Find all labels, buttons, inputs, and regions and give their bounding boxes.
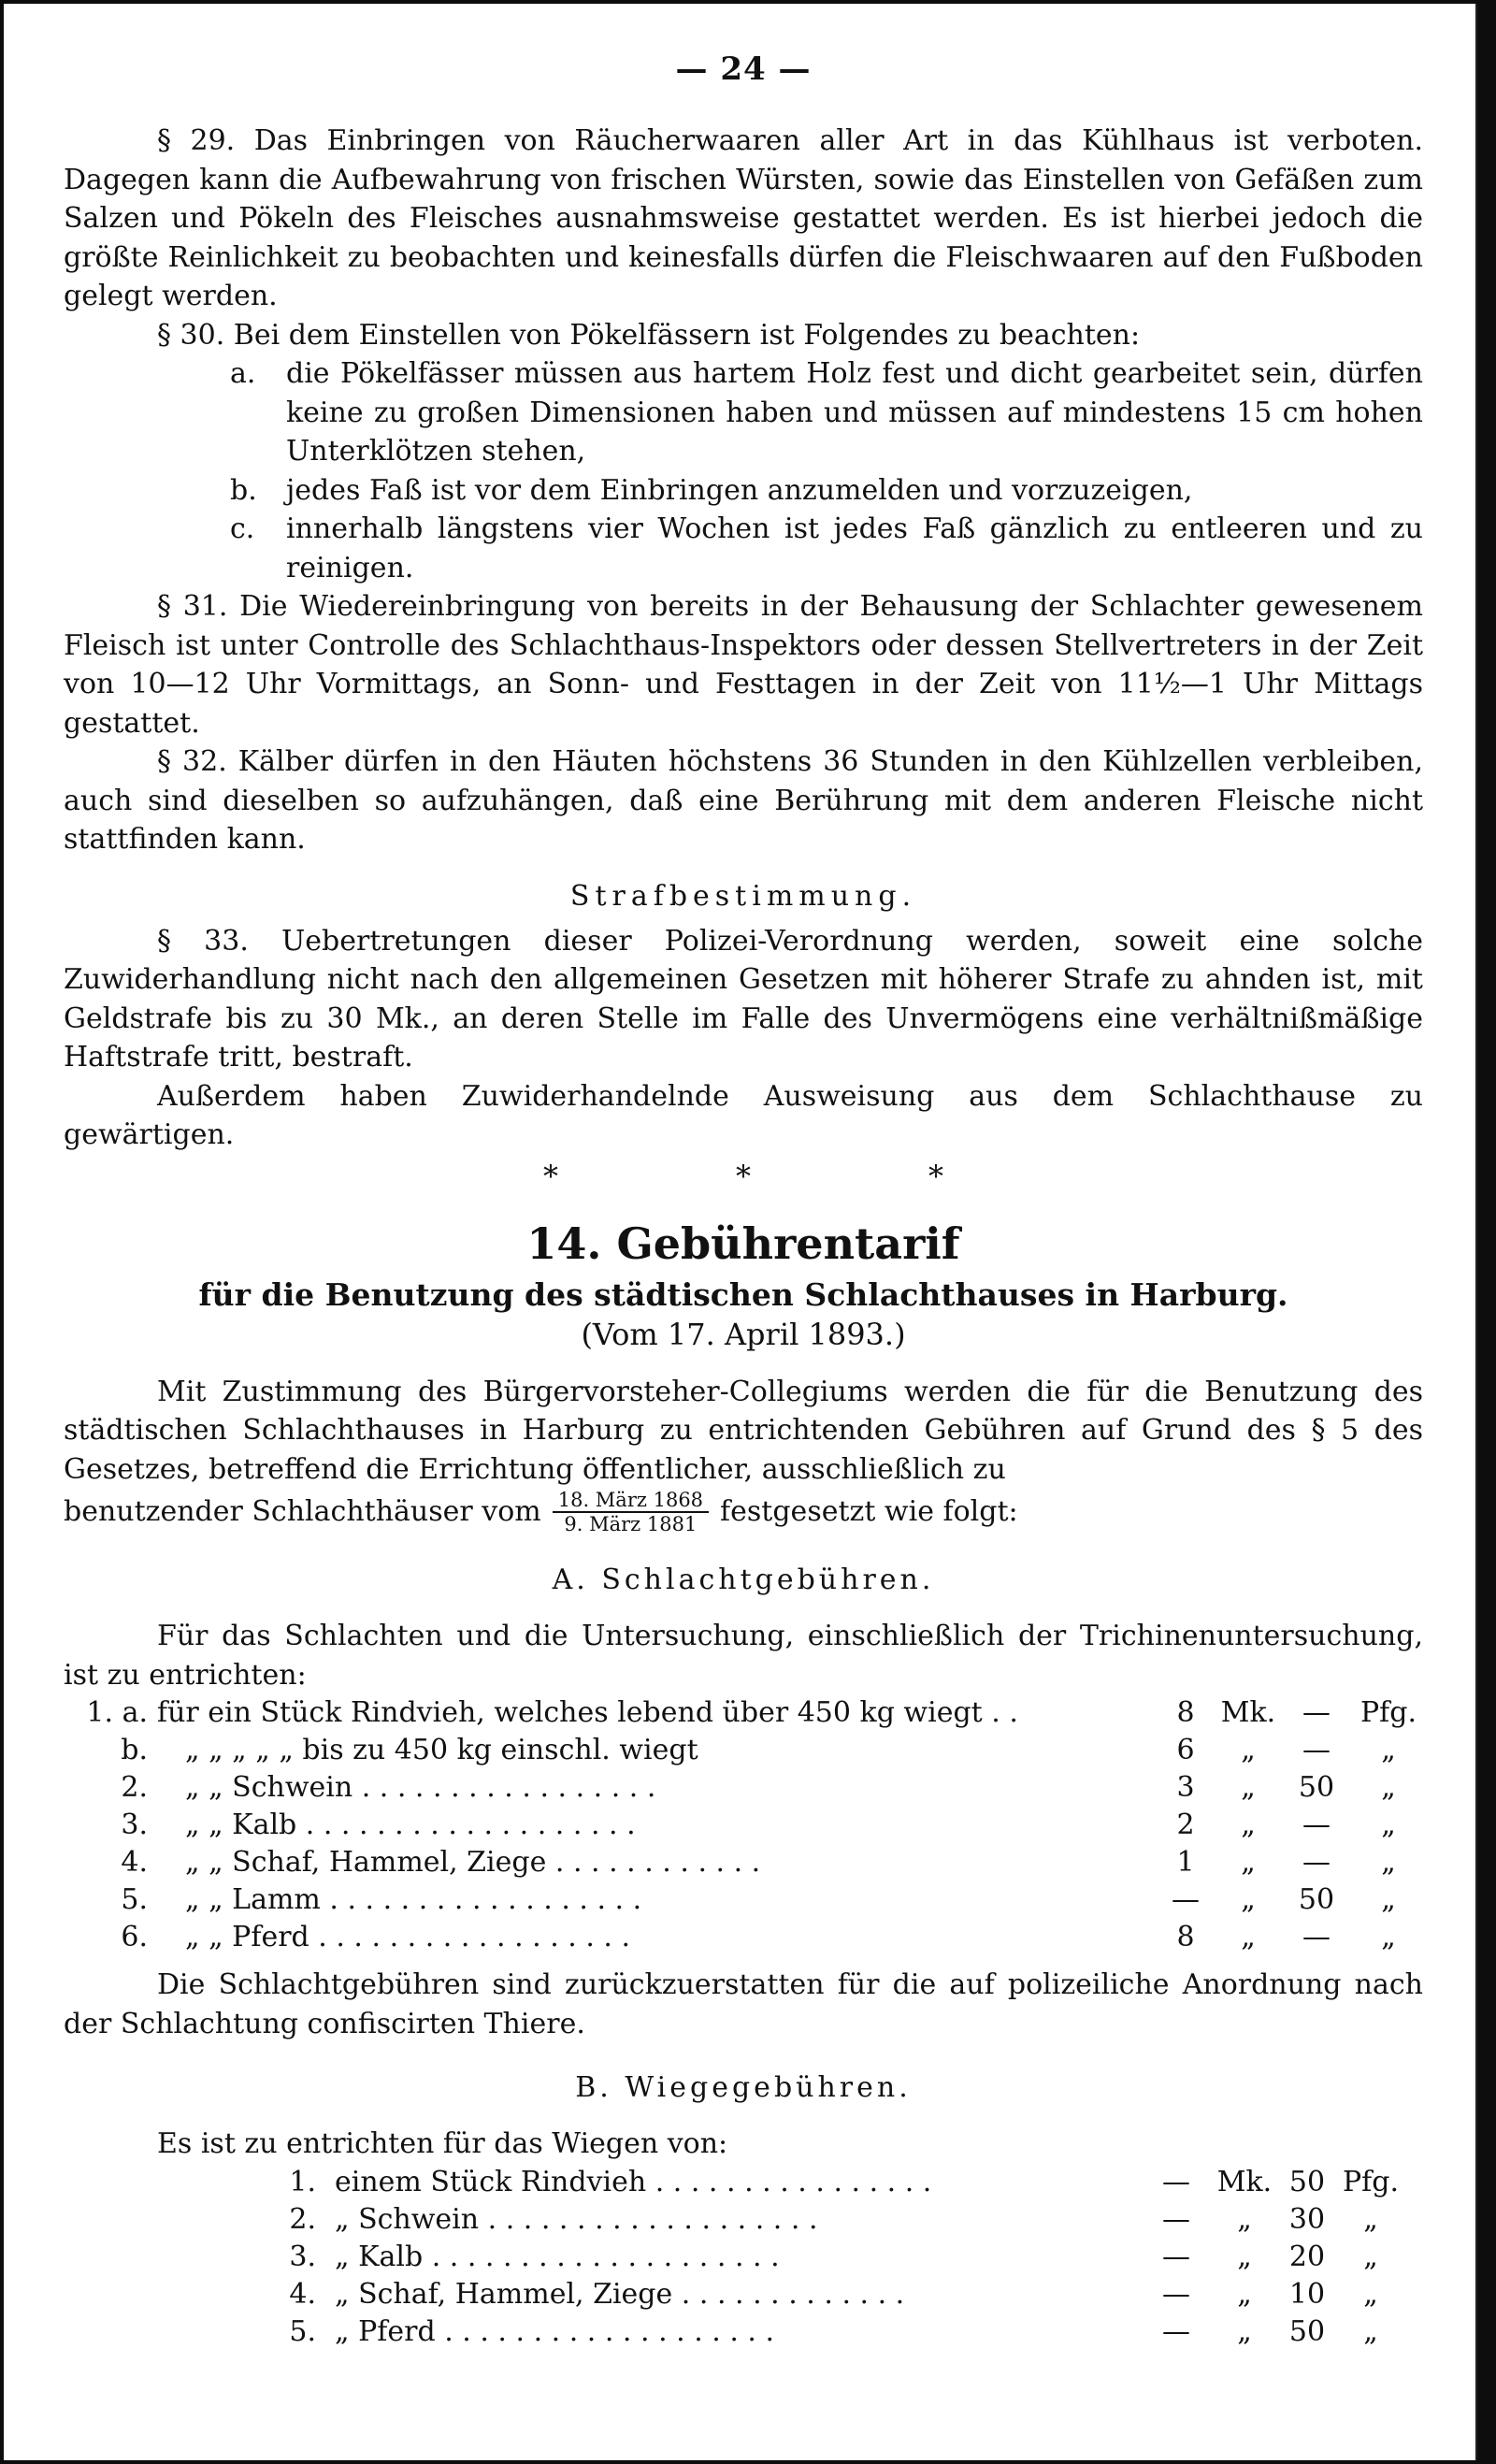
divider-star: * <box>736 1158 751 1194</box>
paragraph-32: § 32. Kälber dürfen in den Häuten höchstens 36 Stunden in den Kühlzellen verbleiben, auch sind dieselben so aufzuhängen, daß eine Berührung mit dem anderen Fleische nicht stattfinden kann. <box>64 745 1423 856</box>
row-unit-pfennig: „ <box>1363 2277 1378 2311</box>
list-item-letter: a. <box>230 357 256 390</box>
table-row <box>64 1694 1423 1732</box>
row-mark: 6 <box>1176 1734 1195 1766</box>
row-mark: — <box>1162 2165 1190 2198</box>
date-fraction <box>553 1489 709 1535</box>
table-row <box>64 1919 1423 1956</box>
row-description: „ Schwein . . . . . . . . . . . . . . . . . . . <box>335 2202 818 2236</box>
row-mark: 8 <box>1176 1921 1195 1953</box>
tarif-title: 14. Gebührentarif <box>526 1218 960 1269</box>
row-number: b. <box>121 1734 148 1766</box>
list-item-text: die Pökelfässer müssen aus hartem Holz fest und dicht gearbeitet sein, dürfen keine zu großen Dimensionen haben und müssen auf mindestens 15 cm hohen Unterklötzen stehen, <box>286 357 1423 468</box>
intro-end-text: benutzender Schlachthäuser vom <box>64 1495 541 1529</box>
paragraph-31: § 31. Die Wiedereinbringung von bereits in der Behausung der Schlachter gewesenem Fleisch ist unter Controlle des Schlachthaus-Inspektors oder dessen Stellvertreters in der Zeit von 10—12 Uhr Vormittags, an Sonn- und Festtagen in der Zeit von 11½—1 Uhr Mittags gestattet. <box>64 590 1423 740</box>
row-unit-mark: „ <box>1241 1921 1256 1953</box>
row-mark: — <box>1172 1883 1200 1916</box>
fee-table-a <box>64 1694 1423 1956</box>
document-page <box>4 4 1477 2460</box>
row-pfennig: — <box>1302 1846 1331 1879</box>
row-pfennig: — <box>1302 1921 1331 1953</box>
row-number: 4. <box>121 1846 148 1879</box>
table-row <box>64 1732 1423 1769</box>
row-description: „ Pferd . . . . . . . . . . . . . . . . . . . <box>335 2314 775 2348</box>
row-unit-mark: Mk. <box>1216 2165 1273 2198</box>
row-description: „ „ Kalb . . . . . . . . . . . . . . . . . . . <box>185 1808 636 1841</box>
table-row <box>64 2313 1423 2351</box>
row-unit-mark: „ <box>1237 2202 1252 2236</box>
table-row <box>64 1807 1423 1844</box>
row-unit-pfennig: Pfg. <box>1359 1696 1417 1729</box>
row-pfennig: 20 <box>1288 2240 1326 2273</box>
table-row <box>64 1881 1423 1919</box>
row-unit-pfennig: „ <box>1381 1771 1396 1804</box>
row-unit-mark: „ <box>1237 2314 1252 2348</box>
row-number: 5. <box>289 2314 316 2348</box>
row-unit-pfennig: „ <box>1381 1846 1396 1879</box>
paragraph-30: § 30. Bei dem Einstellen von Pökelfässern ist Folgendes zu beachten: <box>157 318 1141 352</box>
list-item-text: innerhalb längstens vier Wochen ist jedes Faß gänzlich zu entleeren und zu reinigen. <box>286 512 1423 584</box>
section-a-intro: Für das Schlachten und die Untersuchung, einschließlich der Trichinenuntersuchung, ist zu entrichten: <box>64 1620 1423 1692</box>
paragraph-33: § 33. Uebertretungen dieser Polizei-Verordnung werden, soweit eine solche Zuwiderhandlung nicht nach den allgemeinen Gesetzen mit höherer Strafe zu ahnden ist, mit Geldstrafe bis zu 30 Mk., an deren Stelle im Falle des Unvermögens eine verhältnißmäßige Haftstrafe tritt, bestraft. <box>64 924 1423 1073</box>
row-pfennig: — <box>1302 1734 1331 1766</box>
row-mark: 2 <box>1176 1808 1195 1841</box>
paragraph-33-addendum: Außerdem haben Zuwiderhandelnde Ausweisung aus dem Schlachthause zu gewärtigen. <box>64 1079 1423 1151</box>
divider-star: * <box>543 1158 558 1194</box>
row-number: 1. <box>289 2165 316 2198</box>
row-number: 3. <box>121 1808 148 1841</box>
tarif-subtitle: für die Benutzung des städtischen Schlachthauses in Harburg. <box>198 1275 1288 1313</box>
intro-end-text: festgesetzt wie folgt: <box>720 1495 1018 1529</box>
row-unit-pfennig: Pfg. <box>1343 2165 1400 2198</box>
row-unit-mark: „ <box>1241 1846 1256 1879</box>
table-row <box>64 1844 1423 1881</box>
row-number: 6. <box>121 1921 148 1953</box>
row-unit-pfennig: „ <box>1363 2240 1378 2273</box>
list-item <box>64 510 1423 587</box>
row-description: „ „ Pferd . . . . . . . . . . . . . . . . . . <box>185 1921 631 1953</box>
row-description: „ „ Schaf, Hammel, Ziege . . . . . . . . . . . . <box>185 1846 761 1879</box>
row-unit-pfennig: „ <box>1381 1808 1396 1841</box>
strafbestimmung-heading: Strafbestimmung. <box>569 879 917 913</box>
row-description: „ „ Schwein . . . . . . . . . . . . . . . . . <box>185 1771 656 1804</box>
row-unit-pfennig: „ <box>1381 1921 1396 1953</box>
section-b-heading: B. Wiegegebühren. <box>575 2071 912 2104</box>
row-number: 4. <box>289 2277 316 2311</box>
row-number: 1. a. <box>86 1696 148 1729</box>
table-row <box>64 2239 1423 2276</box>
row-number: 5. <box>121 1883 148 1916</box>
row-unit-mark: „ <box>1237 2240 1252 2273</box>
page-number: — 24 — <box>675 50 812 88</box>
row-description: „ „ Lamm . . . . . . . . . . . . . . . . . . <box>185 1883 642 1916</box>
row-unit-mark: Mk. <box>1220 1696 1276 1729</box>
row-unit-mark: „ <box>1237 2277 1252 2311</box>
row-unit-pfennig: „ <box>1381 1883 1396 1916</box>
row-number: 2. <box>121 1771 148 1804</box>
fraction-denominator: 9. März 1881 <box>564 1513 698 1535</box>
list-item-text: jedes Faß ist vor dem Einbringen anzumelden und vorzuzeigen, <box>286 473 1193 507</box>
paragraph-29: § 29. Das Einbringen von Räucherwaaren aller Art in das Kühlhaus ist verboten. Dagegen kann die Aufbewahrung von frischen Würsten, sowie das Einstellen von Gefäßen zum Salzen und Pökeln des Fleisches ausnahmsweise gestattet werden. Es ist hierbei jedoch die größte Reinlichkeit zu beobachten und keinesfalls dürfen die Fleischwaaren auf den Fußboden gelegt werden. <box>64 124 1423 312</box>
row-number: 2. <box>289 2202 316 2236</box>
divider-star: * <box>928 1158 943 1194</box>
row-unit-mark: „ <box>1241 1808 1256 1841</box>
section-divider <box>64 1159 1423 1194</box>
row-pfennig: 10 <box>1288 2277 1326 2311</box>
row-mark: 1 <box>1176 1846 1195 1879</box>
tarif-intro: Mit Zustimmung des Bürgervorsteher-Collegiums werden die für die Benutzung des städtischen Schlachthauses in Harburg zu entrichtenden Gebühren auf Grund des § 5 des Gesetzes, betreffend die Errichtung öffentlicher, ausschließlich zu <box>64 1375 1423 1486</box>
row-pfennig: 50 <box>1288 2314 1326 2348</box>
row-unit-mark: „ <box>1241 1734 1256 1766</box>
section-b-intro: Es ist zu entrichten für das Wiegen von: <box>157 2127 728 2160</box>
row-mark: — <box>1162 2240 1190 2273</box>
row-description: einem Stück Rindvieh . . . . . . . . . . . . . . . . <box>335 2165 932 2198</box>
list-item-letter: b. <box>230 473 257 507</box>
row-pfennig: 30 <box>1288 2202 1326 2236</box>
table-row <box>64 2276 1423 2313</box>
row-pfennig: — <box>1302 1696 1331 1729</box>
row-mark: — <box>1162 2314 1190 2348</box>
list-item-letter: c. <box>230 512 255 545</box>
row-description: „ Kalb . . . . . . . . . . . . . . . . . . . . <box>335 2240 780 2273</box>
tarif-intro-end <box>64 1489 1423 1535</box>
row-description: „ „ „ „ „ bis zu 450 kg einschl. wiegt <box>185 1734 698 1766</box>
row-unit-pfennig: „ <box>1363 2314 1378 2348</box>
row-unit-pfennig: „ <box>1381 1734 1396 1766</box>
row-description: für ein Stück Rindvieh, welches lebend über 450 kg wiegt . . <box>157 1696 1018 1729</box>
row-number: 3. <box>289 2240 316 2273</box>
row-pfennig: 50 <box>1288 2165 1326 2198</box>
row-pfennig: 50 <box>1298 1883 1335 1916</box>
row-pfennig: — <box>1302 1808 1331 1841</box>
tarif-date: (Vom 17. April 1893.) <box>581 1316 906 1352</box>
paragraph-30-list <box>64 354 1423 587</box>
table-row <box>64 2201 1423 2239</box>
row-mark: — <box>1162 2277 1190 2311</box>
row-mark: — <box>1162 2202 1190 2236</box>
list-item <box>64 354 1423 471</box>
row-mark: 8 <box>1176 1696 1195 1729</box>
row-pfennig: 50 <box>1298 1771 1335 1804</box>
row-unit-mark: „ <box>1241 1771 1256 1804</box>
row-unit-pfennig: „ <box>1363 2202 1378 2236</box>
row-unit-mark: „ <box>1241 1883 1256 1916</box>
fraction-numerator: 18. März 1868 <box>553 1489 709 1513</box>
list-item <box>64 471 1423 511</box>
section-a-heading: A. Schlachtgebühren. <box>552 1563 935 1596</box>
table-row <box>64 2164 1423 2201</box>
section-a-note: Die Schlachtgebühren sind zurückzuerstatten für die auf polizeiliche Anordnung nach der Schlachtung confiscirten Thiere. <box>64 1968 1423 2040</box>
row-mark: 3 <box>1176 1771 1195 1804</box>
table-row <box>64 1769 1423 1807</box>
row-description: „ Schaf, Hammel, Ziege . . . . . . . . . . . . . <box>335 2277 905 2311</box>
fee-table-b <box>64 2164 1423 2351</box>
